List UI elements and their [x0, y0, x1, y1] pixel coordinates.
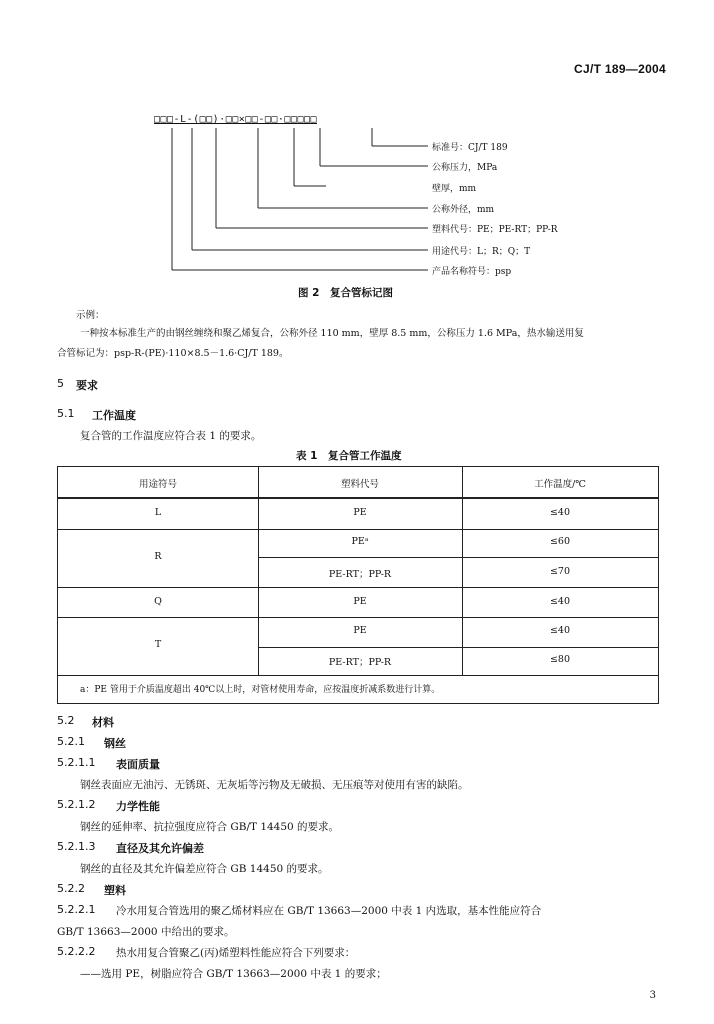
table-cell-temperature: ≤40 — [549, 596, 571, 607]
section-5-2-1-1-number: 5.2.1.1 — [57, 756, 96, 769]
section-5-1-title: 工作温度 — [92, 409, 136, 422]
section-5-1-number: 5.1 — [57, 407, 75, 420]
table-header-usage: 用途符号 — [138, 479, 177, 490]
table-cell-usage-T: T — [154, 639, 162, 650]
section-5-2-2-1-number: 5.2.2.1 — [57, 903, 96, 916]
section-5-2-number: 5.2 — [57, 714, 75, 727]
label-plastic-code: 塑料代号：PE；PE-RT；PP-R — [432, 225, 558, 235]
table-cell-plastic: PE — [353, 625, 367, 636]
section-5-2-1-1-body: 钢丝表面应无油污、无锈斑、无灰垢等污物及无破损、无压痕等对使用有害的缺陷。 — [80, 779, 469, 791]
table-cell-temperature: ≤80 — [549, 654, 571, 665]
table-cell-temperature: ≤40 — [549, 625, 571, 636]
table-cell-usage-R: R — [154, 551, 162, 562]
example-label: 示例： — [76, 310, 105, 321]
section-5-2-1-1-title: 表面质量 — [116, 758, 160, 771]
table-cell-plastic: PE — [353, 507, 367, 518]
section-5-2-1-title: 钢丝 — [104, 737, 126, 750]
marking-diagram-leaders — [0, 0, 714, 300]
section-5-2-2-1-line-1: 冷水用复合管选用的聚乙烯材料应在 GB/T 13663—2000 中表 1 内选取，基本性能应符合 — [116, 905, 542, 917]
table-cell-plastic: PE-RT；PP-R — [328, 569, 392, 580]
figure-caption: 图 2 复合管标记图 — [298, 287, 393, 299]
table-1 — [57, 466, 659, 704]
label-product-symbol: 产品名称符号：psp — [432, 267, 512, 277]
label-standard-number: 标准号：CJ/T 189 — [432, 143, 508, 153]
table-header-temperature: 工作温度/℃ — [534, 479, 586, 490]
table-cell-temperature: ≤60 — [549, 536, 571, 547]
section-5-2-1-3-number: 5.2.1.3 — [57, 840, 96, 853]
example-line-2: 合管标记为：psp-R-(PE)·110×8.5－1.6·CJ/T 189。 — [57, 348, 289, 359]
section-5-2-1-3-title: 直径及其允许偏差 — [116, 842, 204, 855]
marking-code-line: □□□-L-(□□)·□□×□□-□□·□□□□□ — [154, 114, 318, 125]
label-nominal-diameter: 公称外径，mm — [432, 205, 495, 215]
table-cell-plastic: PE-RT；PP-R — [328, 657, 392, 668]
table-cell-temperature: ≤40 — [549, 507, 571, 518]
label-usage-code: 用途代号：L；R；Q；T — [432, 247, 531, 257]
section-5-2-1-number: 5.2.1 — [57, 735, 85, 748]
table-cell-plastic: PE — [353, 596, 367, 607]
table-cell-plastic: PEᵃ — [351, 536, 369, 547]
section-5-2-2-2-line-2: ——选用 PE，树脂应符合 GB/T 13663—2000 中表 1 的要求； — [80, 968, 387, 980]
section-5-2-2-number: 5.2.2 — [57, 882, 85, 895]
page-number: 3 — [649, 990, 656, 1001]
section-5-2-title: 材料 — [92, 716, 114, 729]
section-5-2-1-3-body: 钢丝的直径及其允许偏差应符合 GB 14450 的要求。 — [80, 863, 329, 875]
example-line-1: 一种按本标准生产的由钢丝缠绕和聚乙烯复合，公称外径 110 mm，壁厚 8.5 mm，公称压力 1.6 MPa，热水输送用复 — [80, 328, 584, 339]
section-5-2-2-title: 塑料 — [104, 884, 126, 897]
section-5-2-2-2-line-1: 热水用复合管聚乙(丙)烯塑料性能应符合下列要求： — [116, 947, 356, 959]
table-cell-temperature: ≤70 — [549, 566, 571, 577]
section-5-2-1-2-number: 5.2.1.2 — [57, 798, 96, 811]
section-5-2-1-2-body: 钢丝的延伸率、抗拉强度应符合 GB/T 14450 的要求。 — [80, 821, 340, 833]
section-5-2-2-1-line-2: GB/T 13663—2000 中给出的要求。 — [57, 926, 235, 938]
section-5-2-1-2-title: 力学性能 — [116, 800, 160, 813]
section-5-title: 要求 — [76, 379, 98, 392]
table-1-caption: 表 1 复合管工作温度 — [296, 450, 402, 462]
section-5-2-2-2-number: 5.2.2.2 — [57, 945, 96, 958]
section-5-1-body: 复合管的工作温度应符合表 1 的要求。 — [80, 430, 262, 442]
table-cell-usage-L: L — [154, 507, 162, 518]
document-code: CJ/T 189—2004 — [574, 62, 666, 76]
table-header-plastic: 塑料代号 — [340, 479, 379, 490]
table-footnote: a：PE 管用于介质温度超出 40℃以上时，对管材使用寿命，应按温度折减系数进行计算。 — [80, 685, 441, 695]
label-nominal-pressure: 公称压力，MPa — [432, 163, 498, 173]
label-wall-thickness: 壁厚，mm — [432, 184, 477, 194]
section-5-number: 5 — [57, 377, 64, 390]
table-cell-usage-Q: Q — [154, 596, 162, 607]
